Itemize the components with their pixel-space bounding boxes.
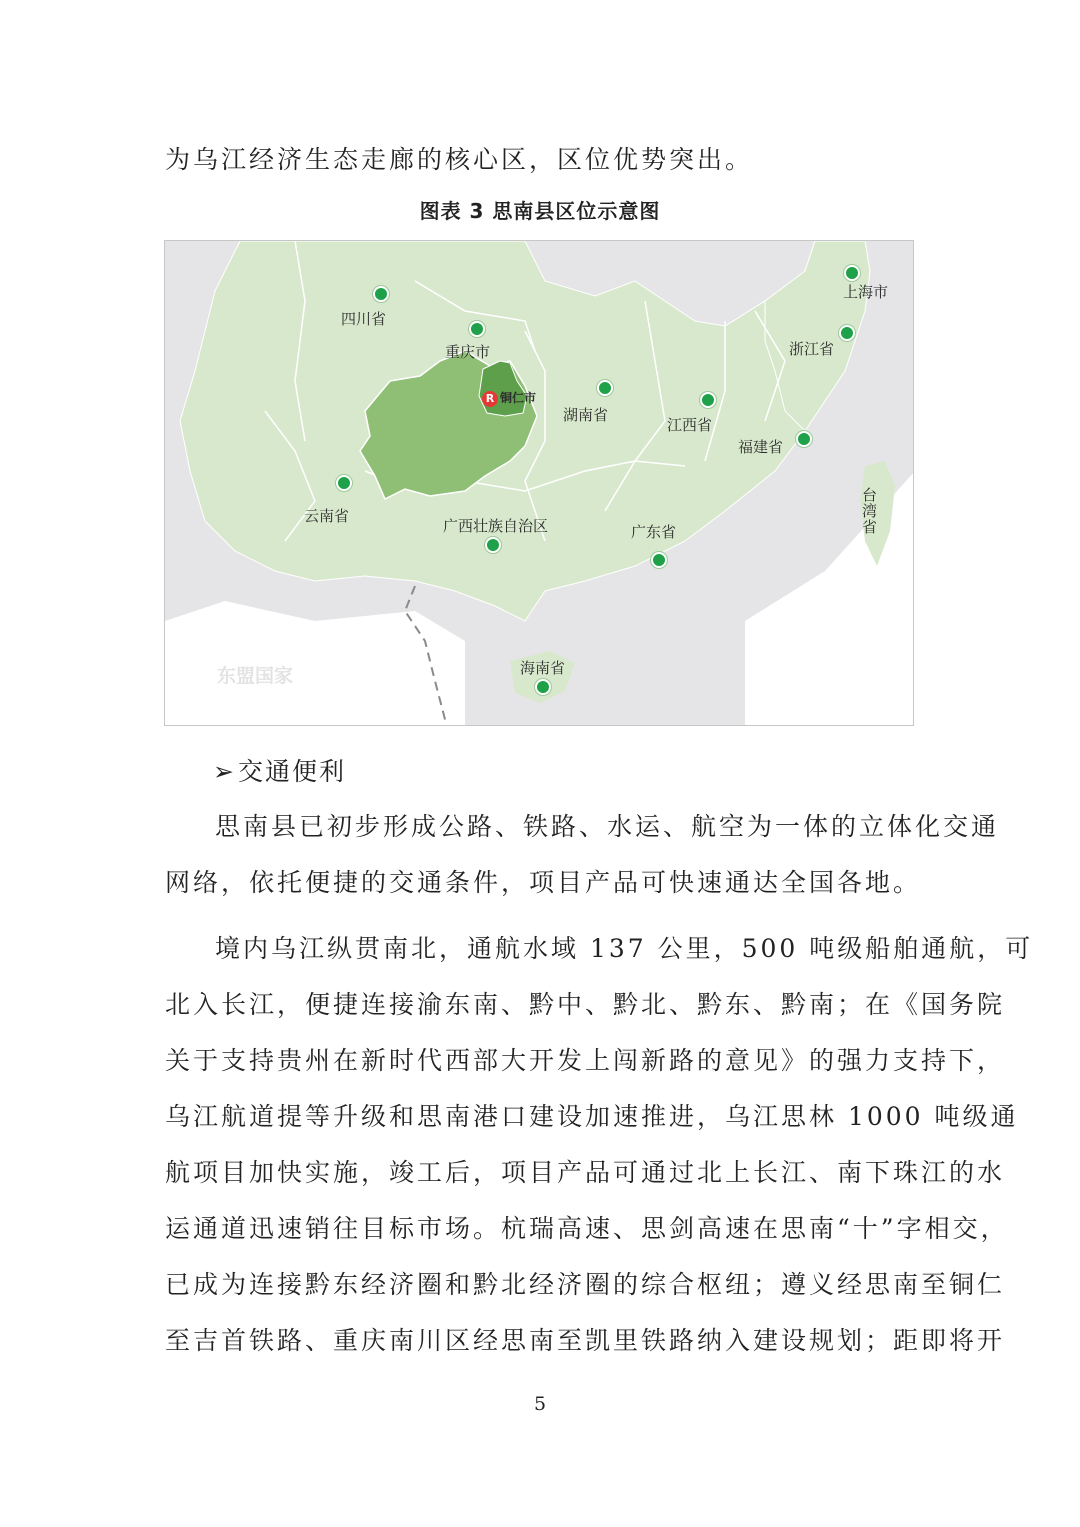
hainan-label: 海南省: [520, 659, 566, 677]
paragraph-1-line-1: 思南县已初步形成公路、铁路、水运、航空为一体的立体化交通: [215, 812, 1000, 841]
tongren-label: 铜仁市: [500, 391, 537, 405]
paragraph-2-line-1: 境内乌江纵贯南北，通航水域 137 公里，500 吨级船舶通航，可: [215, 934, 1034, 963]
jiangxi-label: 江西省: [667, 416, 713, 434]
location-map: [164, 240, 914, 726]
sichuan-marker-icon: [373, 286, 389, 302]
paragraph-2-line-5: 航项目加快实施，竣工后，项目产品可通过北上长江、南下珠江的水: [165, 1158, 1006, 1187]
guangxi-label: 广西壮族自治区: [443, 517, 549, 535]
tongren-pin-icon: R: [482, 391, 498, 407]
sichuan-label: 四川省: [341, 310, 387, 328]
section-heading: [213, 752, 346, 788]
intro-line: 为乌江经济生态走廊的核心区，区位优势突出。: [165, 145, 754, 174]
section-heading-text: 交通便利: [237, 757, 346, 786]
fujian-label: 福建省: [738, 438, 784, 456]
hainan-marker-icon: [535, 679, 551, 695]
chongqing-marker-icon: [469, 321, 485, 337]
paragraph-2-line-4: 乌江航道提等升级和思南港口建设加速推进，乌江思林 1000 吨级通: [165, 1102, 1019, 1131]
taiwan-label: 台湾省: [860, 487, 878, 535]
paragraph-2-line-3: 关于支持贵州在新时代西部大开发上闯新路的意见》的强力支持下，: [165, 1046, 1006, 1075]
paragraph-2-line-6: 运通道迅速销往目标市场。杭瑞高速、思剑高速在思南“十”字相交，: [165, 1214, 1009, 1243]
paragraph-1-line-2: 网络，依托便捷的交通条件，项目产品可快速通达全国各地。: [165, 868, 922, 897]
shanghai-marker-icon: [844, 265, 860, 281]
paragraph-2-line-2: 北入长江，便捷连接渝东南、黔中、黔北、黔东、黔南；在《国务院: [165, 990, 1006, 1019]
yunnan-marker-icon: [336, 475, 352, 491]
paragraph-2-line-8: 至吉首铁路、重庆南川区经思南至凯里铁路纳入建设规划；距即将开: [165, 1326, 1006, 1355]
page-number: 5: [533, 1393, 547, 1415]
fujian-marker-icon: [796, 431, 812, 447]
zhejiang-label: 浙江省: [789, 340, 835, 358]
asean-label: 东盟国家: [217, 665, 294, 687]
shanghai-label: 上海市: [843, 283, 889, 301]
guangdong-label: 广东省: [631, 523, 677, 541]
yunnan-label: 云南省: [304, 507, 350, 525]
zhejiang-marker-icon: [839, 325, 855, 341]
guangdong-marker-icon: [651, 552, 667, 568]
hunan-label: 湖南省: [563, 406, 609, 424]
guangxi-marker-icon: [485, 537, 501, 553]
jiangxi-marker-icon: [700, 392, 716, 408]
arrow-bullet-icon: ➢: [213, 757, 236, 786]
hunan-marker-icon: [597, 380, 613, 396]
chongqing-label: 重庆市: [445, 343, 491, 361]
map-graphic: [165, 241, 914, 726]
paragraph-2-line-7: 已成为连接黔东经济圈和黔北经济圈的综合枢纽；遵义经思南至铜仁: [165, 1270, 1006, 1299]
figure-caption: 图表 3 思南县区位示意图: [419, 199, 661, 223]
